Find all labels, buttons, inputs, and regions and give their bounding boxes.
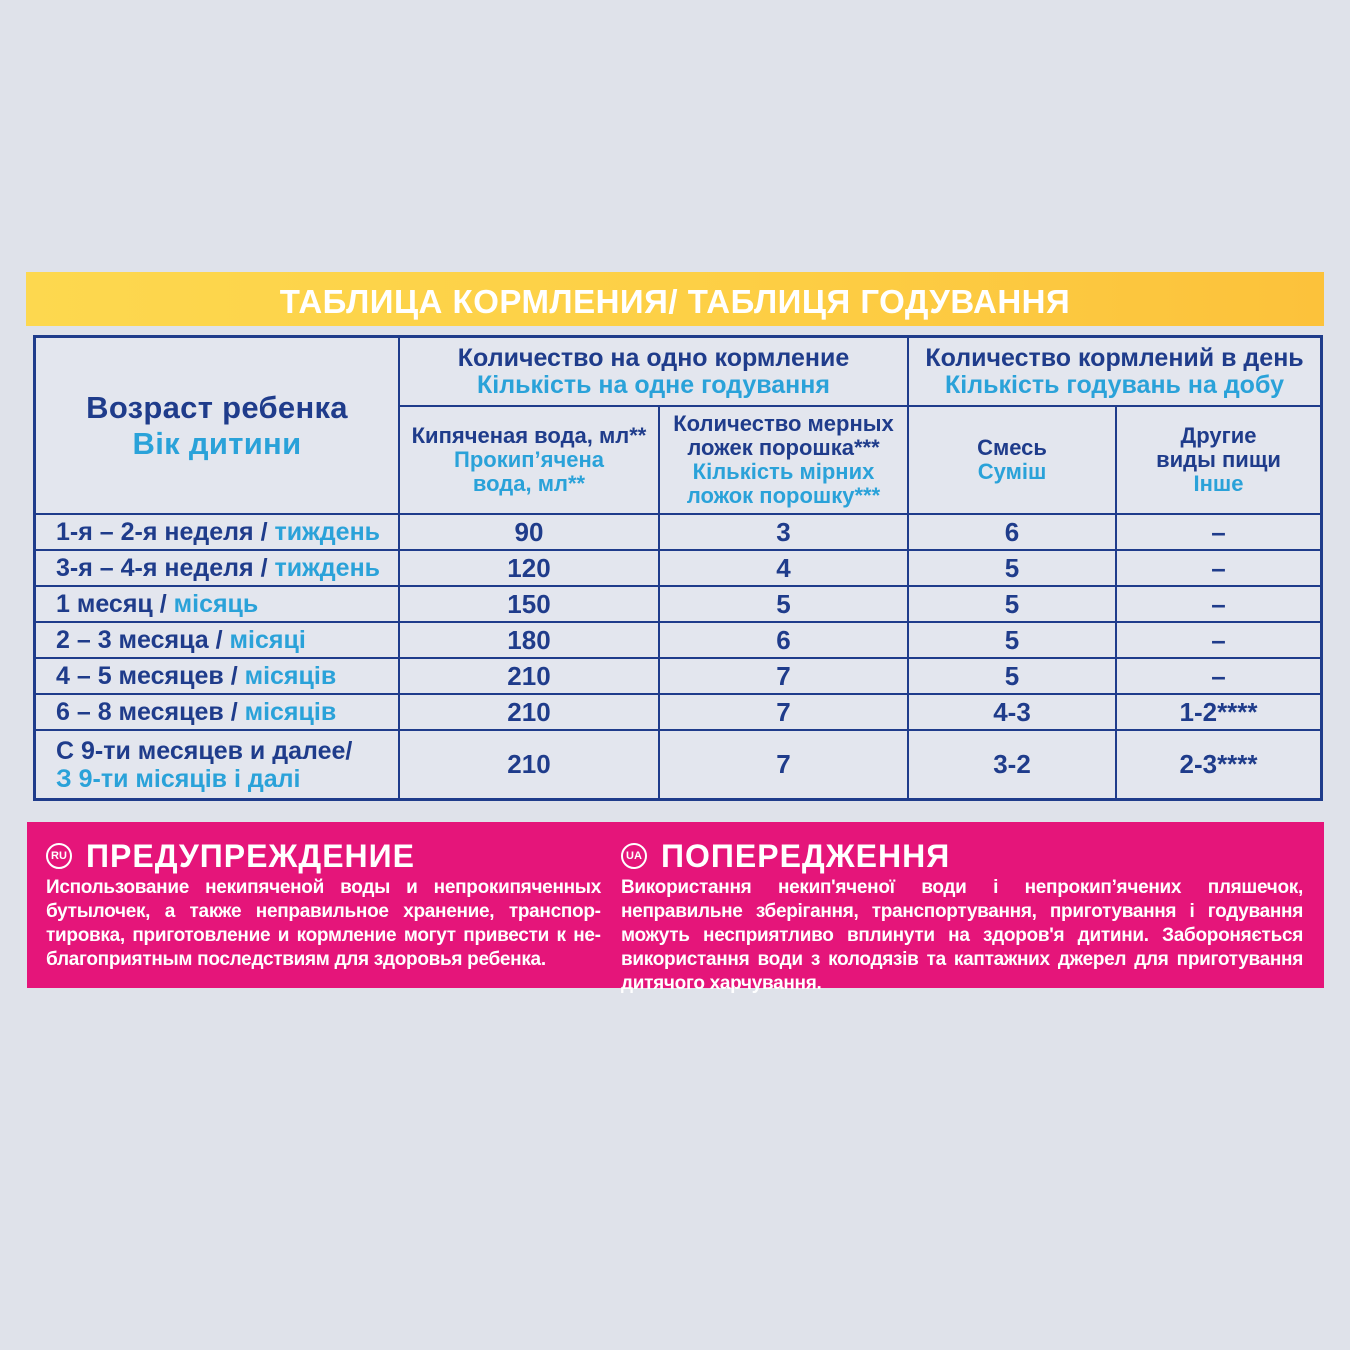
scoops-cell: 5 (659, 586, 908, 622)
warning-ru-text: Использование некипяченой воды и непрокипяченных бутылочек, а также неправильное хранение, транспортировка, приготовление и кормление могут привести к неблагоприятным последствиям для здоровья ребенка. (46, 877, 601, 970)
scoops-cell: 4 (659, 550, 908, 586)
other-food-cell: – (1116, 550, 1320, 586)
feedings-per-day-header-ua: Кількість годувань на добу (945, 370, 1284, 399)
age-ua: З 9-ти місяців і далі (56, 764, 301, 793)
per-feeding-header-ua: Кількість на одне годування (477, 370, 830, 399)
age-cell (36, 514, 399, 550)
age-ru: 1 месяц / (56, 589, 167, 618)
warning-panel (27, 822, 1324, 994)
age-ua: тиждень (274, 517, 381, 546)
age-header-ru: Возраст ребенка (86, 389, 348, 425)
scoops-column-header (659, 406, 908, 514)
feeding-table-grid (36, 338, 1320, 798)
age-ru: 6 – 8 месяцев / (56, 697, 238, 726)
warning-ua-title: ПОПЕРЕДЖЕННЯ (661, 837, 951, 874)
formula-column-header (908, 406, 1116, 514)
formula-cell: 5 (908, 586, 1116, 622)
age-cell (36, 586, 399, 622)
scoops-cell: 3 (659, 514, 908, 550)
formula-cell: 5 (908, 658, 1116, 694)
water-cell: 210 (399, 658, 659, 694)
feedings-per-day-header-ru: Количество кормлений в день (925, 343, 1304, 372)
warning-ru (46, 836, 601, 972)
feeding-table-banner (26, 272, 1324, 326)
age-header-ua: Вік дитини (132, 425, 302, 461)
age-cell (36, 622, 399, 658)
ua-language-badge-icon: UA (621, 843, 647, 869)
formula-cell: 5 (908, 550, 1116, 586)
other-food-cell: – (1116, 586, 1320, 622)
water-header-ru: Кипяченая вода, мл** (411, 423, 647, 448)
per-feeding-header-ru: Количество на одно кормление (457, 343, 850, 372)
table-row (36, 730, 1320, 798)
age-ua: тиждень (274, 553, 381, 582)
per-feeding-group-header (399, 338, 908, 406)
other-food-header-ua: Інше (1193, 471, 1244, 496)
formula-cell: 3-2 (908, 730, 1116, 798)
age-cell (36, 730, 399, 798)
other-food-column-header (1116, 406, 1320, 514)
feedings-per-day-group-header (908, 338, 1320, 406)
warning-ua-header (621, 836, 1303, 876)
other-food-header-ru-line1: Другие (1180, 423, 1257, 448)
table-row (36, 622, 1320, 658)
feeding-table-title: ТАБЛИЦА КОРМЛЕНИЯ/ ТАБЛИЦЯ ГОДУВАННЯ (279, 283, 1071, 320)
age-ua: місяці (229, 625, 306, 654)
age-ru: 1-я – 2-я неделя / (56, 517, 268, 546)
water-column-header (399, 406, 659, 514)
water-cell: 180 (399, 622, 659, 658)
table-row (36, 658, 1320, 694)
feeding-table (33, 335, 1323, 801)
scoops-header-ua-line2: ложок порошку*** (686, 483, 881, 508)
table-row (36, 694, 1320, 730)
scoops-cell: 6 (659, 622, 908, 658)
scoops-header-ru-line2: ложек порошка*** (687, 435, 880, 460)
other-food-cell: – (1116, 514, 1320, 550)
ru-language-badge-icon: RU (46, 843, 72, 869)
age-ru: 3-я – 4-я неделя / (56, 553, 268, 582)
water-cell: 210 (399, 730, 659, 798)
age-column-header (36, 338, 399, 514)
scoops-cell: 7 (659, 658, 908, 694)
warning-ua (621, 836, 1303, 996)
formula-header-ua: Суміш (977, 459, 1047, 484)
age-ua: місяців (244, 697, 337, 726)
age-ru: 2 – 3 месяца / (56, 625, 223, 654)
other-food-cell: 2-3**** (1116, 730, 1320, 798)
table-row (36, 550, 1320, 586)
water-cell: 90 (399, 514, 659, 550)
water-cell: 120 (399, 550, 659, 586)
warning-ru-header (46, 836, 601, 876)
formula-cell: 6 (908, 514, 1116, 550)
formula-header-ru: Смесь (977, 435, 1047, 460)
formula-cell: 4-3 (908, 694, 1116, 730)
warning-ua-text: Використання некип'яченої води і непрокип’ячених пляшечок, неправильне зберігання, транспортування, приготування і годування можуть несприятливо вплинути на здоров'я дитини. Забороняється використання води з колодязів та каптажних джерел для приготування дитячого харчування. (621, 877, 1303, 994)
water-cell: 150 (399, 586, 659, 622)
age-cell (36, 694, 399, 730)
age-cell (36, 658, 399, 694)
table-row (36, 586, 1320, 622)
other-food-cell: 1-2**** (1116, 694, 1320, 730)
warning-ru-title: ПРЕДУПРЕЖДЕНИЕ (86, 837, 415, 874)
water-header-ua-line2: вода, мл** (472, 471, 586, 496)
age-ua: місяць (173, 589, 259, 618)
other-food-cell: – (1116, 622, 1320, 658)
age-ru: С 9-ти месяцев и далее/ (56, 736, 353, 765)
water-cell: 210 (399, 694, 659, 730)
water-header-ua-line1: Прокип’ячена (454, 447, 604, 472)
age-ua: місяців (244, 661, 337, 690)
table-row (36, 514, 1320, 550)
age-ru: 4 – 5 месяцев / (56, 661, 238, 690)
age-cell (36, 550, 399, 586)
other-food-cell: – (1116, 658, 1320, 694)
scoops-cell: 7 (659, 730, 908, 798)
formula-cell: 5 (908, 622, 1116, 658)
scoops-header-ua-line1: Кількість мірних (692, 459, 875, 484)
other-food-header-ru-line2: виды пищи (1156, 447, 1281, 472)
scoops-header-ru-line1: Количество мерных (673, 411, 894, 436)
scoops-cell: 7 (659, 694, 908, 730)
